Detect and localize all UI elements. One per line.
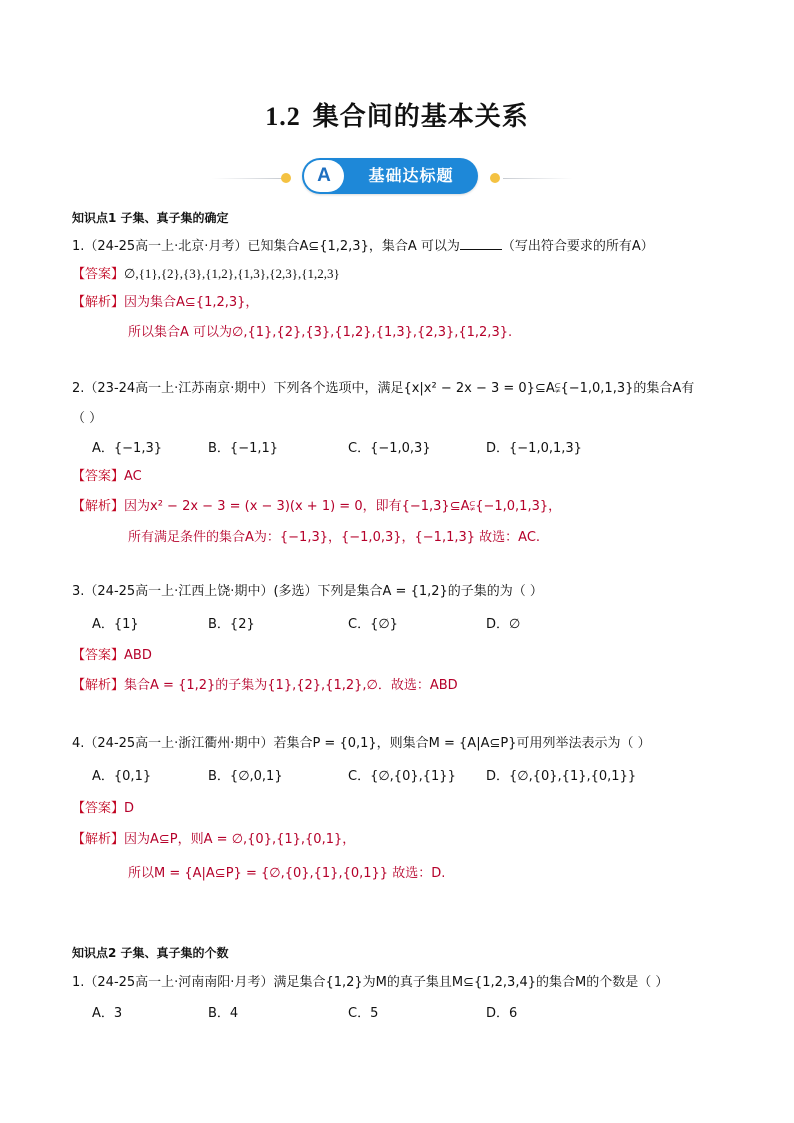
title-text: 集合间的基本关系 — [312, 102, 529, 132]
q3-analysis — [72, 677, 458, 695]
s2q1-option-c: C．5 — [348, 1006, 379, 1021]
q2-answer — [72, 468, 142, 486]
q4-analysis — [72, 831, 355, 849]
analysis-tag: 【解析】 — [72, 499, 125, 514]
title-number: 1.2 — [265, 102, 301, 131]
q1-answer — [72, 265, 340, 284]
level-banner — [0, 158, 794, 198]
banner-letter: A — [304, 160, 344, 192]
q4-option-b: B．{∅,0,1} — [208, 769, 283, 784]
q3-option-b: B．{2} — [208, 617, 255, 632]
question-4-text: 4.（24-25高一上·浙江衢州·期中）若集合P = {0,1}，则集合M = {A|A⊆P}可用列举法表示为（ ） — [72, 736, 651, 751]
s2-question-1-text: 1.（24-25高一上·河南南阳·月考）满足集合{1,2}为M的真子集且M⊆{1,2,3,4}的集合M的个数是（ ） — [72, 975, 669, 990]
q2-analysis — [72, 498, 561, 516]
analysis-line: 所以M = {A|A⊆P} = {∅,{0},{1},{0,1}} 故选：D. — [128, 866, 446, 881]
q4-option-a: A．{0,1} — [92, 769, 152, 784]
question-3 — [72, 583, 543, 601]
s2q1-option-b: B．4 — [208, 1006, 239, 1021]
analysis-line: 因为x² − 2x − 3 = (x − 3)(x + 1) = 0，即有{−1,3}⊆A⫋{−1,0,1,3}， — [124, 499, 562, 514]
section-1-title: 知识点1 子集、真子集的确定 — [72, 211, 229, 225]
analysis-line: 所有满足条件的集合A为：{−1,3}，{−1,0,3}，{−1,1,3} 故选：AC. — [128, 530, 541, 545]
q1-analysis-2 — [128, 324, 512, 342]
q4-option-d: D．{∅,{0},{1},{0,1}} — [486, 769, 637, 784]
q4-answer — [72, 800, 134, 818]
q2-option-b: B．{−1,1} — [208, 441, 279, 456]
question-2 — [72, 380, 694, 398]
analysis-tag: 【解析】 — [72, 295, 125, 310]
section-2-title: 知识点2 子集、真子集的个数 — [72, 946, 229, 960]
question-3-text: 3.（24-25高一上·江西上饶·期中）(多选）下列是集合A = {1,2}的子集的为（ ） — [72, 584, 543, 599]
q2-option-c: C．{−1,0,3} — [348, 441, 431, 456]
answer-tag: 【答案】 — [72, 648, 125, 663]
answer-value: ABD — [124, 648, 152, 663]
q3-answer — [72, 647, 152, 665]
q1-analysis — [72, 294, 258, 312]
s2q1-option-a: A．3 — [92, 1006, 123, 1021]
question-1-tail: （写出符合要求的所有A） — [501, 239, 654, 254]
answer-tag: 【答案】 — [72, 469, 125, 484]
answer-value: D — [124, 801, 135, 816]
analysis-line: 因为集合A⊆{1,2,3}， — [124, 295, 259, 310]
banner-line-left — [212, 178, 282, 179]
answer-tag: 【答案】 — [72, 801, 125, 816]
banner-dot-right — [490, 173, 500, 183]
analysis-line: 所以集合A 可以为∅,{1},{2},{3},{1,2},{1,3},{2,3},{1,2,3}. — [128, 325, 513, 340]
q2-analysis-2 — [128, 529, 540, 547]
question-1-text: 1.（24-25高一上·北京·月考）已知集合A⊆{1,2,3}，集合A 可以为 — [72, 239, 460, 254]
analysis-tag: 【解析】 — [72, 832, 125, 847]
answer-tag: 【答案】 — [72, 267, 125, 282]
banner-line-right — [503, 178, 573, 179]
answer-blank — [460, 236, 502, 250]
analysis-line: 因为A⊆P，则A = ∅,{0},{1},{0,1}， — [124, 832, 356, 847]
q2-option-a: A．{−1,3} — [92, 441, 163, 456]
q4-analysis-2 — [128, 865, 445, 883]
analysis-line: 集合A = {1,2}的子集为{1},{2},{1,2},∅．故选：ABD — [124, 678, 458, 693]
answer-value: AC — [124, 469, 142, 484]
banner-dot-left — [281, 173, 291, 183]
s2-question-1 — [72, 974, 668, 992]
q2-option-d: D．{−1,0,1,3} — [486, 441, 582, 456]
s2q1-option-d: D．6 — [486, 1006, 518, 1021]
question-4 — [72, 735, 651, 753]
question-2-paren: （ ） — [72, 411, 103, 426]
q3-option-a: A．{1} — [92, 617, 139, 632]
q3-option-c: C．{∅} — [348, 617, 398, 632]
q4-option-c: C．{∅,{0},{1}} — [348, 769, 456, 784]
question-1 — [72, 236, 654, 256]
question-2-text: 2.（23-24高一上·江苏南京·期中）下列各个选项中，满足{x|x² − 2x − 3 = 0}⊆A⫋{−1,0,1,3}的集合A有 — [72, 381, 695, 396]
analysis-tag: 【解析】 — [72, 678, 125, 693]
page-title — [0, 96, 794, 133]
banner-text: 基础达标题 — [368, 166, 454, 185]
answer-value: ∅,{1},{2},{3},{1,2},{1,3},{2,3},{1,2,3} — [124, 266, 340, 281]
q3-option-d: D．∅ — [486, 617, 521, 632]
